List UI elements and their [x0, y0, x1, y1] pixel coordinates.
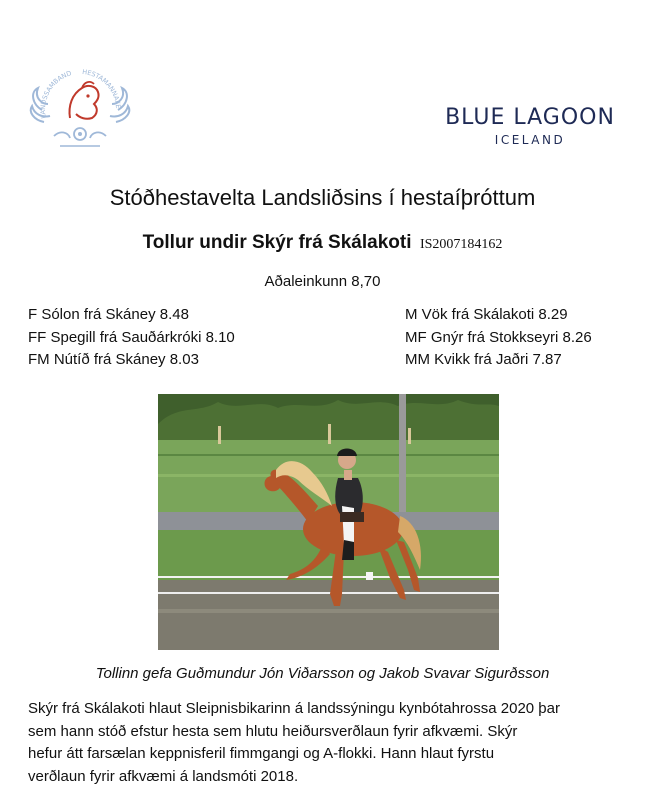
page-title: Stóðhestavelta Landsliðsins í hestaíþróttum [109, 185, 536, 210]
svg-text:HESTAMANNAFÉLAGA [24, 60, 123, 109]
body-line: verðlaun fyrir afkvæmi á landsmóti 2018. [28, 767, 299, 785]
horse-rider-image [158, 394, 499, 650]
pedigree-dam-line [405, 304, 592, 372]
horse-name: Tollur undir Skýr frá Skálakoti [142, 232, 412, 253]
brand-name: BLUE LAGOON [445, 105, 615, 130]
blue-lagoon-logo [440, 104, 620, 148]
body-line: sem hann stóð efstur hesta sem hlutu heiðursverðlaun fyrir afkvæmi. Skýr [28, 722, 518, 740]
pedigree-entry-sire-sire: FF Spegill frá Sauðárkróki 8.10 [28, 328, 235, 346]
pedigree-entry-sire: F Sólon frá Skáney 8.48 [28, 306, 189, 323]
photo-caption: Tollinn gefa Guðmundur Jón Viðarsson og Jakob Svavar Sigurðsson [95, 665, 550, 682]
horse-photo [158, 394, 499, 650]
main-score: Aðaleinkunn 8,70 [264, 273, 381, 290]
logo-arc-right-text: HESTAMANNAFÉ [81, 67, 123, 109]
svg-text:LANDSSAMBAND [39, 69, 73, 119]
lh-logo [24, 60, 136, 152]
pedigree-entry-dam-dam: MM Kvikk frá Jaðri 7.87 [405, 351, 562, 368]
pedigree-entry-dam: M Vök frá Skálakoti 8.29 [405, 306, 568, 323]
pedigree-sire-line [28, 304, 235, 372]
description-paragraph [28, 698, 628, 788]
pedigree-entry-dam-sire: MF Gnýr frá Stokkseyri 8.26 [405, 328, 592, 346]
logo-arc-left-text: LANDSSAMBAND [39, 69, 73, 120]
body-line: Skýr frá Skálakoti hlaut Sleipnisbikarinn á landssýningu kynbótahrossa 2020 þar [28, 700, 560, 717]
horse-heading [0, 230, 645, 258]
brand-subtitle: ICELAND [494, 133, 566, 147]
horse-id: IS2007184162 [419, 237, 503, 252]
lh-emblem-icon [24, 60, 136, 152]
pedigree-entry-sire-dam: FM Nútíð frá Skáney 8.03 [28, 351, 199, 368]
body-line: hefur átt farsælan keppnisferil fimmgangi og A-flokki. Hann hlaut fyrstu [28, 745, 495, 762]
